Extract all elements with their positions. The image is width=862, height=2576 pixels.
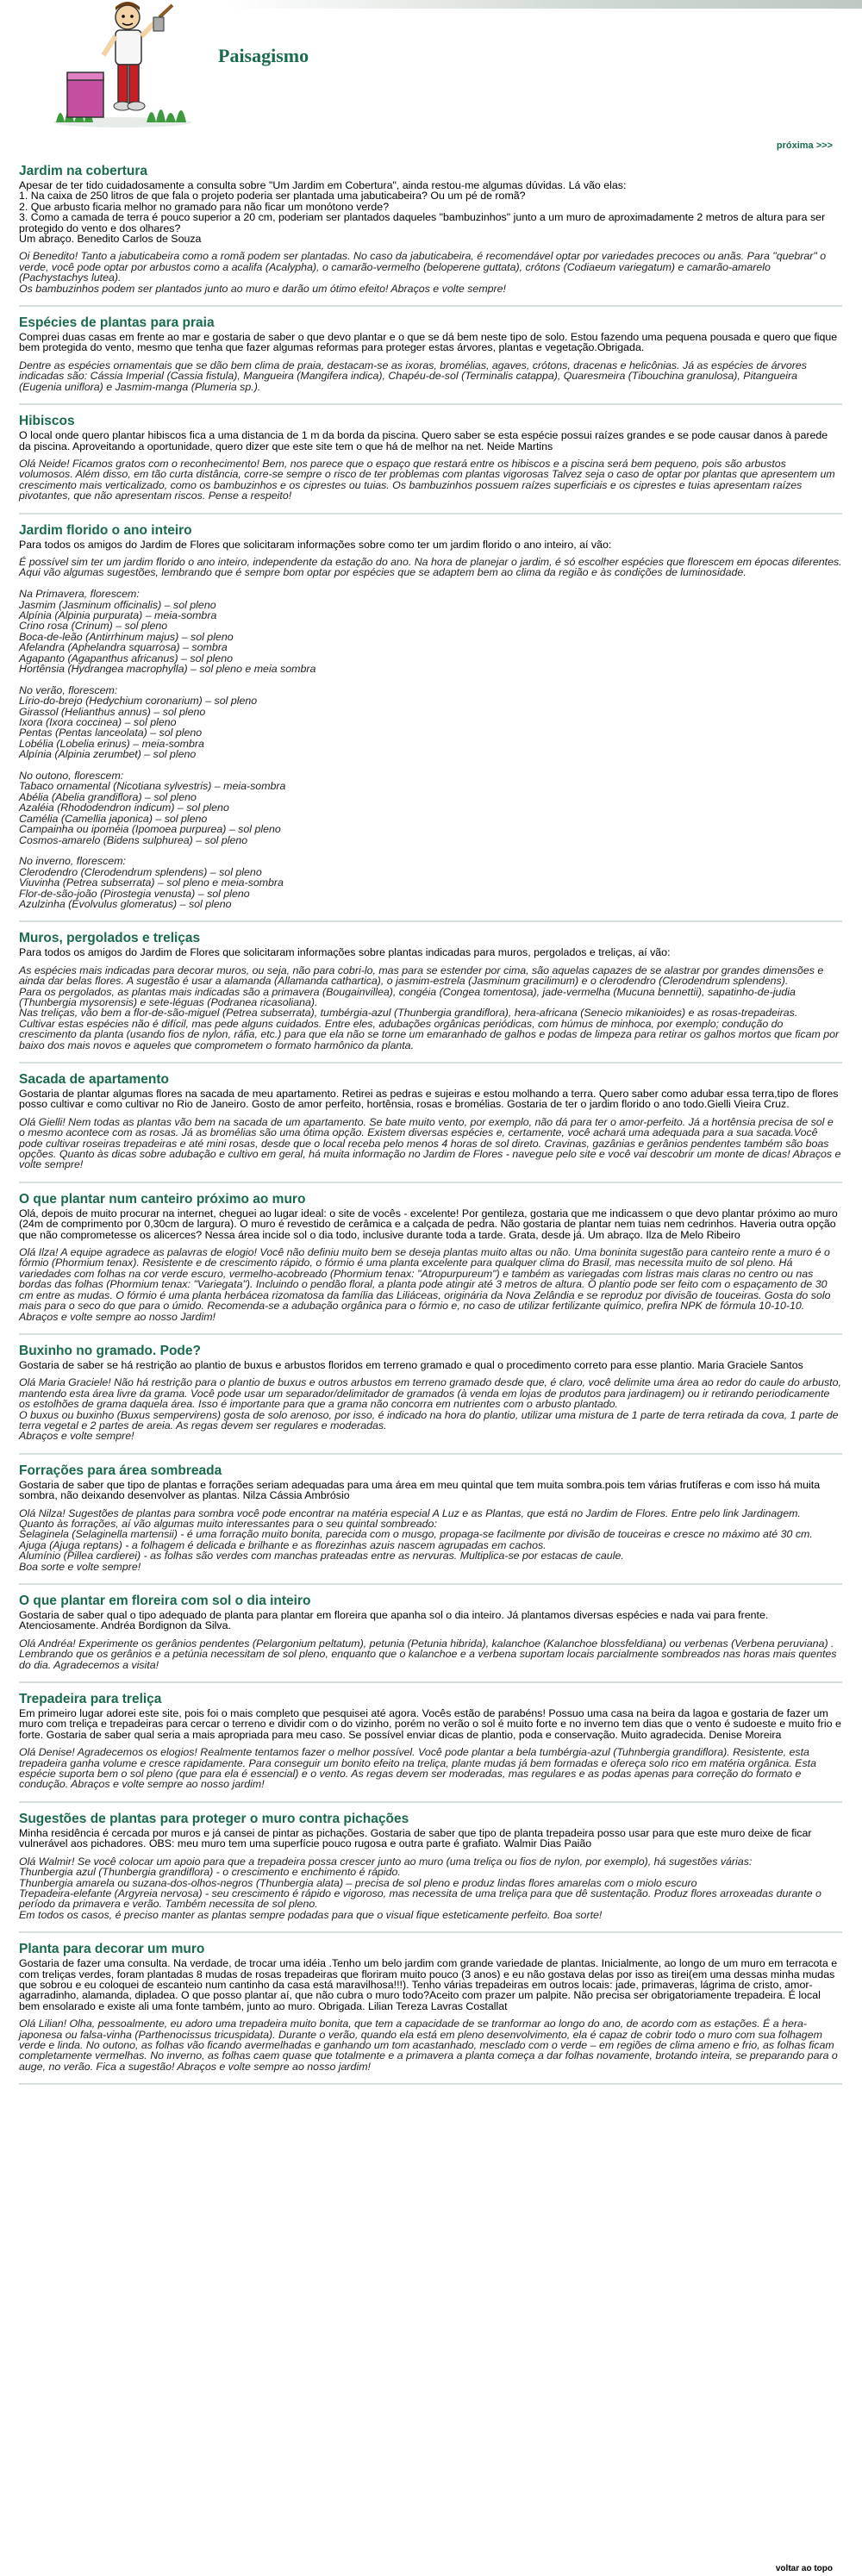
- section-title: Sacada de apartamento: [19, 1072, 170, 1087]
- qa-section: [19, 1463, 842, 1572]
- reader-question: Para todos os amigos do Jardim de Flores que solicitaram informações sobre plantas indicadas para muros, pergolados e treliças, aí vão:: [19, 946, 671, 959]
- section-title: O que plantar em floreira com sol o dia inteiro: [19, 1594, 311, 1608]
- reader-question: Minha residência é cercada por muros e já cansei de pintar as pichações. Gostaria de saber que tipo de planta trepadeira posso usar para que este muro deixe de ficar vulnerável aos pichadores. OBS: meu muro tem uma superfície pouco rugosa e outra parte é grafiato. Walmir Dias Paião: [19, 1826, 812, 1850]
- reader-question: O local onde quero plantar hibiscos fica a uma distancia de 1 m da borda da piscina. Quero saber se esta espécie possui raízes grandes e se pode causar danos à parede da piscina. Aproveitando a oportunidade, quero dizer que este site tem o que há de melhor na net. Neide Martins: [19, 429, 828, 452]
- section-title: Muros, pergolados e treliças: [19, 931, 201, 946]
- reader-question: Gostaria de fazer uma consulta. Na verdade, de trocar uma idéia .Tenho um belo jardim com grande variedade de plantas. Inicialmente, ao longo de um muro em terracota e com treliças verdes, foram plantadas 8 mudas de rosas trepadeiras que floriram muito pouco (3 anos) e eu não gostava delas por isso as tirei(em uma dessas minha mudas que sobrou e eu coloquei de escanteio num cantinho da casa está maravilhosa!!!). Tenho várias trepadeiras em outros locais: jade, primaveras, lágrima de cristo, amor-agarradinho, alamanda, dipladea. O que posso plantar aí, que não cubra o muro todo?Aceito com prazer um palpite. Não precisa ser obrigatoriamente trepadeira. É local bem ensolarado e existe ali uma fonte também, junto ao muro. Obrigada. Lilian Tereza Lavras Costallat: [19, 1957, 838, 2012]
- section-divider: [19, 403, 842, 405]
- qa-section: [19, 1192, 842, 1322]
- reader-question: Gostaria de saber que tipo de plantas e forrações seriam adequadas para uma área em meu quintal que tem muita sombra.pois tem várias frutíferas e com isso há muita sombra, não deixando desenvolver as plantas. Nilza Cássia Ambrósio: [19, 1478, 821, 1502]
- editor-answer: Dentre as espécies ornamentais que se dão bem clima de praia, destacam-se as ixoras, bromélias, agaves, crótons, dracenas e helicônias. Já as espécies de árvores indicadas são: Cássia Imperial (Cassia fistula), Mangueira (Mangifera indica), Chapéu-de-sol (Terminalis catappa), Quaresmeira (Tibouchina granulosa), Pitangueira (Eugenia uniflora) e Jasmim-manga (Plumeria sp.).: [19, 359, 807, 393]
- section-divider: [19, 1931, 842, 1933]
- editor-answer: Olá Neide! Ficamos gratos com o reconhecimento! Bem, nos parece que o espaço que restará entre os hibiscos e a piscina será bem pequeno, pois são arbustos volumosos. Além disso, em tão curta distância, corre-se sempre o risco de ter problemas com plantas vigorosas Talvez seja o caso de optar por plantas que apresentem um crescimento mais verticalizado, como os bambuzinhos e os ciprestes ou tuias. Os bambuzinhos possuem raízes superficiais e os ciprestes e tuias apresentam raízes pivotantes, que não apresentam riscos. Pense a respeito!: [19, 457, 835, 502]
- gardener-mascot-logo: [43, 2, 203, 131]
- qa-section: [19, 414, 842, 501]
- qa-list: [19, 164, 842, 2093]
- qa-section: [19, 1072, 842, 1170]
- reader-question: Para todos os amigos do Jardim de Flores que solicitaram informações sobre como ter um jardim florido o ano inteiro, aí vão:: [19, 538, 612, 551]
- editor-answer: Olá Gielli! Nem todas as plantas vão bem na sacada de um apartamento. Se bate muito vento, por exemplo, não dá para ter o amor-perfeito. Já a hortênsia precisa de sol e o mesmo acontece com as rosas. Já as bromélias são uma ótima opção. Existem diversas espécies e, certamente, você achará uma adequada para a sua sacada.Você pode cultivar roseiras trepadeiras e até mini rosas, desde que o local receba pelo menos 4 horas de sol direto. Cravinas, gazânias e gerânios pendentes também são boas opções. Quanto às dicas sobre adubação e cultivo em geral, há muita informação no Jardim de Flores - navegue pelo site e você vai descobrir um monte de dicas! Abraços e volte sempre!: [19, 1115, 841, 1171]
- qa-section: [19, 1594, 842, 1670]
- editor-answer: Olá Ilza! A equipe agradece as palavras de elogio! Você não definiu muito bem se deseja plantas muito altas ou não. Uma boninita sugestão para canteiro rente a muro é o fórmio (Phormium tenax). Resistente e de crescimento rápido, o fórmio é uma planta excelente para qualquer clima do Brasil, mas necessita muito de sol pleno. Há variedades com folhas na cor verde escuro, vermelho-acobreado (Phormium tenax: "Atropurpureum") e também as variegadas com listras mais claras no centro ou nas bordas das folhas (Phormium tenax: "Variegata"). Incluindo o pendão floral, a planta pode atingir até 3 metros de altura. O plantio pode ser feito com o espaçamento de 30 cm entre as mudas. O fórmio é uma planta herbácea rizomatosa da família das Liliáceas, originária da Nova Zelândia e se reproduz por divisão de touceiras. Gosta do solo mais para o seco do que para o úmido. Recomenda-se a adubação orgânica para o fórmio e, no caso de utilizar fertilizante químico, prefira NPK de fórmula 10-10-10. Abraços e volte sempre ao nosso Jardim!: [19, 1246, 831, 1323]
- section-title: Planta para decorar um muro: [19, 1942, 205, 1957]
- reader-question: Em primeiro lugar adorei este site, pois foi o mais completo que pesquisei até agora. Vocês estão de parabéns! Possuo uma casa na beira da lagoa e gostaria de fazer um muro com treliça e trepadeiras para cercar o terreno e dividir com o do vizinho, porém no verão o sol é muito forte e no inverno tem dias que o vento é sudoeste e muito frio e forte. Gostaria de saber qual seria a mais apropriada para meu caso. Se possível enviar dicas de plantio, poda e conservação. Muito agradecida. Denise Moreira: [19, 1707, 841, 1741]
- editor-answer: É possível sim ter um jardim florido o ano inteiro, independente da estação do ano. Na hora de planejar o jardim, é só escolher espécies que florescem em épocas diferentes. Aqui vão algumas sugestões, lembrando que é sempre bom optar por espécies que se adaptem bem ao clima da região e às condições de luminosidade. Na Primavera, florescem: Jasmim (Jasminum officinalis) – sol pleno Alpínia (Alpinia purpurata) – meia-sombra Crino rosa (Crinum) – sol pleno Boca-de-leão (Antirrhinum majus) – sol pleno Afelandra (Aphelandra squarrosa) – sombra Agapanto (Agapanthus africanus) – sol pleno Hortênsia (Hydrangea macrophylla) – sol pleno e meia sombra No verão, florescem: Lírio-do-brejo (Hedychium coronarium) – sol pleno Girassol (Helianthus annus) – sol pleno Ixora (Ixora coccinea) – sol pleno Pentas (Pentas lanceolata) – sol pleno Lobélia (Lobelia erinus) – meia-sombra Alpínia (Alpinia zerumbet) – sol pleno No outono, florescem: Tabaco ornamental (Nicotiana sylvestris) – meia-sombra Abélia (Abelia grandiflora) – sol pleno Azaléia (Rhododendron indicum) – sol pleno Camélia (Camellia japonica) – sol pleno Campainha ou ipoméia (Ipomoea purpurea) – sol pleno Cosmos-amarelo (Bidens sulphurea) – sol pleno No inverno, florescem: Clerodendro (Clerodendrum splendens) – sol pleno Viuvinha (Petrea subserrata) – sol pleno e meia-sombra Flor-de-são-joão (Pirostegia venusta) – sol pleno Azulzinha (Evolvulus glomeratus) – sol pleno: [19, 555, 842, 910]
- editor-answer: Olá Nilza! Sugestões de plantas para sombra você pode encontrar na matéria especial A Luz e as Plantas, que está no Jardim de Flores. Entre pelo link Jardinagem. Quanto às forrações, aí vão algumas muito interessantes para o seu quintal sombreado: Selaginela (Selaginella martensii) - é uma forração muito bonita, parecida com o musgo, propaga-se facilmente por divisão de touceiras e cresce no máximo até 30 cm. Ajuga (Ajuga reptans) - a folhagem é delicada e brilhante e as florezinhas azuis nascem agrupadas em cachos. Alumínio (Pillea cardierei) - as folhas são verdes com manchas prateadas entre as nervuras. Multiplica-se por estacas de caule. Boa sorte e volte sempre!: [19, 1506, 813, 1573]
- qa-section: [19, 1942, 842, 2072]
- reader-question: Apesar de ter tido cuidadosamente a consulta sobre "Um Jardim em Cobertura", ainda restou-me algumas dúvidas. Lá vão elas: 1. Na caixa de 250 litros de que fala o projeto poderia ser plantada uma jabuticabeira? Ou um pé de romã? 2. Que arbusto ficaria melhor no gramado para não ficar um monótono verde? 3. Como a camada de terra é pouco superior a 20 cm, poderiam ser plantados daqueles "bambuzinhos" junto a um muro de aproximadamente 2 metros de altura para ser protegido do vento e dos olhares? Um abraço. Benedito Carlos de Souza: [19, 179, 826, 246]
- section-divider: [19, 920, 842, 922]
- section-title: Hibiscos: [19, 414, 75, 429]
- section-title: Buxinho no gramado. Pode?: [19, 1343, 201, 1358]
- qa-section: [19, 1812, 842, 1920]
- section-title: O que plantar num canteiro próximo ao muro: [19, 1191, 306, 1207]
- reader-question: Gostaria de plantar algumas flores na sacada de meu apartamento. Retirei as pedras e sujeiras e estou molhando a terra. Quero saber como adubar essa terra,tipo de flores posso cultivar e como cultivar no Rio de Janeiro. Gosto de amor perfeito, hortênsia, rosas e bromélias. Gostaria de ter o jardim florido o ano todo.Gielli Vieira Cruz.: [19, 1088, 839, 1111]
- reader-question: Gostaria de saber se há restrição ao plantio de buxus e arbustos floridos em terreno gramado e qual o procedimento correto para esse plantio. Maria Graciele Santos: [19, 1358, 803, 1371]
- reader-question: Olá, depois de muito procurar na internet, cheguei ao lugar ideal: o site de vocês - excelente! Por gentileza, gostaria que me indicassem o que devo plantar próximo ao muro (24m de comprimento por 0,30cm de largura). O muro é revestido de cerâmica e a calçada de pedra. Não gostaria de plantar nem tuias nem cedrinhos. Haveria outra opção que não comprometesse os alicerces? Nessa área incide sol o dia todo, inclusive durante toda a tarde. Grata, desde já. Um abraço. Ilza de Melo Ribeiro: [19, 1207, 838, 1241]
- qa-section: [19, 1692, 842, 1790]
- qa-section: [19, 931, 842, 1051]
- section-title: Forrações para área sombreada: [19, 1463, 222, 1478]
- site-title: Paisagismo: [218, 45, 309, 66]
- reader-question: Comprei duas casas em frente ao mar e gostaria de saber o que devo plantar e o que se dá bem neste tipo de solo. Estou fazendo uma pequena pousada e quero que fique bem protegida do vento, mesmo que tenha que fazer algumas reformas para proteger estas árvores, plantas e vegetação.Obrigada.: [19, 331, 838, 354]
- section-divider: [19, 1583, 842, 1585]
- editor-answer: Olá Maria Graciele! Não há restrição para o plantio de buxus e outros arbustos em terreno gramado desde que, é claro, você delimite uma área ao redor do caule do arbusto, mantendo esta área livre da grama. Você pode usar um separador/delimitador de gramados (à venda em lojas de produtos para jardinagem) ou ir retirando periodicamente os estolhões de grama daquela área. Isso é importante para que a grama não concorra em nutrientes com o arbusto plantado. O buxus ou buxinho (Buxus sempervirens) gosta de solo arenoso, por isso, é indicado na hora do plantio, utilizar uma mistura de 1 parte de terra retirada da cova, 1 parte de terra vegetal e 2 partes de areia. As regas devem ser regulares e moderadas. Abraços e volte sempre!: [19, 1376, 841, 1443]
- editor-answer: As espécies mais indicadas para decorar muros, ou seja, não para cobri-lo, mas para se estender por cima, são aquelas capazes de se alastrar por grandes dimensões e ainda dar belas flores. A sugestão é usar a alamanda (Allamanda cathartica), o jasmim-estrela (Jasminum gracilimum) e o clerodendro (Clerodendrum splendens). Para os pergolados, as plantas mais indicadas são a primavera (Bougainvillea), congéia (Congea tomentosa), jade-vermelha (Mucuna bennettii), sapatinho-de-judia (Thunbergia mysorensis) e sete-léguas (Podranea ricasoliana). Nas treliças, vão bem a flor-de-são-miguel (Petrea subserrata), tumbérgia-azul (Thunbergia grandiflora), hera-africana (Senecio mikanioides) e as rosas-trepadeiras. Cultivar estas espécies não é difícil, mas pede alguns cuidados. Entre eles, adubações orgânicas periódicas, com húmus de minhoca, por exemplo; condução do crescimento da planta (usando fios de nylon, ráfia, etc.) para que ela não se torne um emaranhado de galhos e podas de limpeza para retirar os galhos mortos que ficam por baixo dos mais novos e aqueles que comprometem o formato harmônico da planta.: [19, 964, 840, 1051]
- qa-section: [19, 523, 842, 910]
- section-divider: [19, 1062, 842, 1063]
- qa-section: [19, 164, 842, 294]
- editor-answer: Oi Benedito! Tanto a jabuticabeira como a romã podem ser plantadas. No caso da jabuticabeira, é recomendável optar por variedades precoces ou anãs. Para "quebrar" o verde, você pode optar por arbustos como a acalifa (Acalypha), o camarão-vermelho (beloperene guttata), crótons (Codiaeum variegatum) e camarão-amarelo (Pachystachys lutea). Os bambuzinhos podem ser plantados junto ao muro e darão um ótimo efeito! Abraços e volte sempre!: [19, 250, 827, 295]
- section-divider: [19, 513, 842, 515]
- editor-answer: Olá Walmir! Se você colocar um apoio para que a trepadeira possa crescer junto ao muro (uma treliça ou fios de nylon, por exemplo), há sugestões várias: Thunbergia azul (Thunbergia grandiflora) - o crescimento e enchimento é rápido. Thunbergia amarela ou suzana-dos-olhos-negros (Thunbergia alata) – precisa de sol pleno e produz lindas flores amarelas com o miolo escuro Trepadeira-elefante (Argyreia nervosa) - seu crescimento é rápido e vigoroso, mas necessita de uma treliça para que dê sustentação. Produz flores arroxeadas durante o período da primavera e verão. Também necessita de sol pleno. Em todos os casos, é preciso manter as plantas sempre podadas para que o visual fique esteticamente perfeito. Boa sorte!: [19, 1855, 821, 1921]
- section-divider: [19, 2083, 842, 2085]
- section-divider: [19, 1453, 842, 1455]
- section-title: Jardim florido o ano inteiro: [19, 522, 192, 538]
- section-divider: [19, 305, 842, 307]
- section-title: Sugestões de plantas para proteger o muro contra pichações: [19, 1811, 409, 1826]
- page-header: [0, 0, 862, 151]
- editor-answer: Olá Denise! Agradecemos os elogios! Realmente tentamos fazer o melhor possível. Você pode plantar a bela tumbérgia-azul (Tuhnbergia grandiflora). Resistente, esta trepadeira ganha volume e cresce rapidamente. Para conseguir um bonito efeito na treliça, plante mudas já bem formadas e ofereça solo rico em matéria orgânica. Esta espécie suporta bem o sol pleno (que para ela é essencial) e o vento. As regas devem ser moderadas, mas regulares e as podas apenas para correção do formato e condução. Abraços e volte sempre ao nosso jardim!: [19, 1746, 816, 1791]
- section-title: Espécies de plantas para praia: [19, 315, 215, 331]
- section-divider: [19, 1182, 842, 1183]
- editor-answer: Olá Lilian! Olha, pessoalmente, eu adoro uma trepadeira muito bonita, que tem a capacidade de se tranformar ao longo do ano, de acordo com as estações. É a hera-japonesa ou falsa-vinha (Parthenocissus tricuspidata). Durante o verão, quando ela está em pleno desenvolvimento, ela é capaz de cobrir todo o muro com sua folhagem verde e linda. No outono, as folhas vão ficando avermelhadas e ganhando um tom acastanhado, mesclado com o verde – em regiões de clima ameno e frio, as folhas ficam completamente vermelhas. No inverno, as folhas caem quase que totalmente e a primavera a planta começa a dar folhas novamente, brotando inteira, se preparando para o auge, no verão. Fica a sugestão! Abraços e volte sempre ao nosso jardim!: [19, 2018, 838, 2073]
- section-divider: [19, 1801, 842, 1803]
- qa-section: [19, 315, 842, 392]
- section-title: Jardim na cobertura: [19, 164, 148, 178]
- section-divider: [19, 1681, 842, 1683]
- qa-section: [19, 1344, 842, 1442]
- next-page-link[interactable]: próxima >>>: [776, 140, 833, 151]
- section-title: Trepadeira para treliça: [19, 1692, 162, 1707]
- back-to-top-link[interactable]: voltar ao topo: [775, 2564, 833, 2573]
- section-divider: [19, 1333, 842, 1335]
- editor-answer: Olá Andréa! Experimente os gerânios pendentes (Pelargonium peltatum), petunia (Petunia hibrida), kalanchoe (Kalanchoe blossfeldiana) ou verbenas (Verbena peruviana) . Lembrando que os gerânios e a petúnia necessitam de sol pleno, enquanto que o kalanchoe e a verbena suportam locais parcialmente sombreados nas horas mais quentes do dia. Agradecemos a visita!: [19, 1637, 837, 1671]
- reader-question: Gostaria de saber qual o tipo adequado de planta para plantar em floreira que apanha sol o dia inteiro. Já plantamos diversas espécies e nada vai para frente. Atenciosamente. Andréa Bordignon da Silva.: [19, 1609, 769, 1632]
